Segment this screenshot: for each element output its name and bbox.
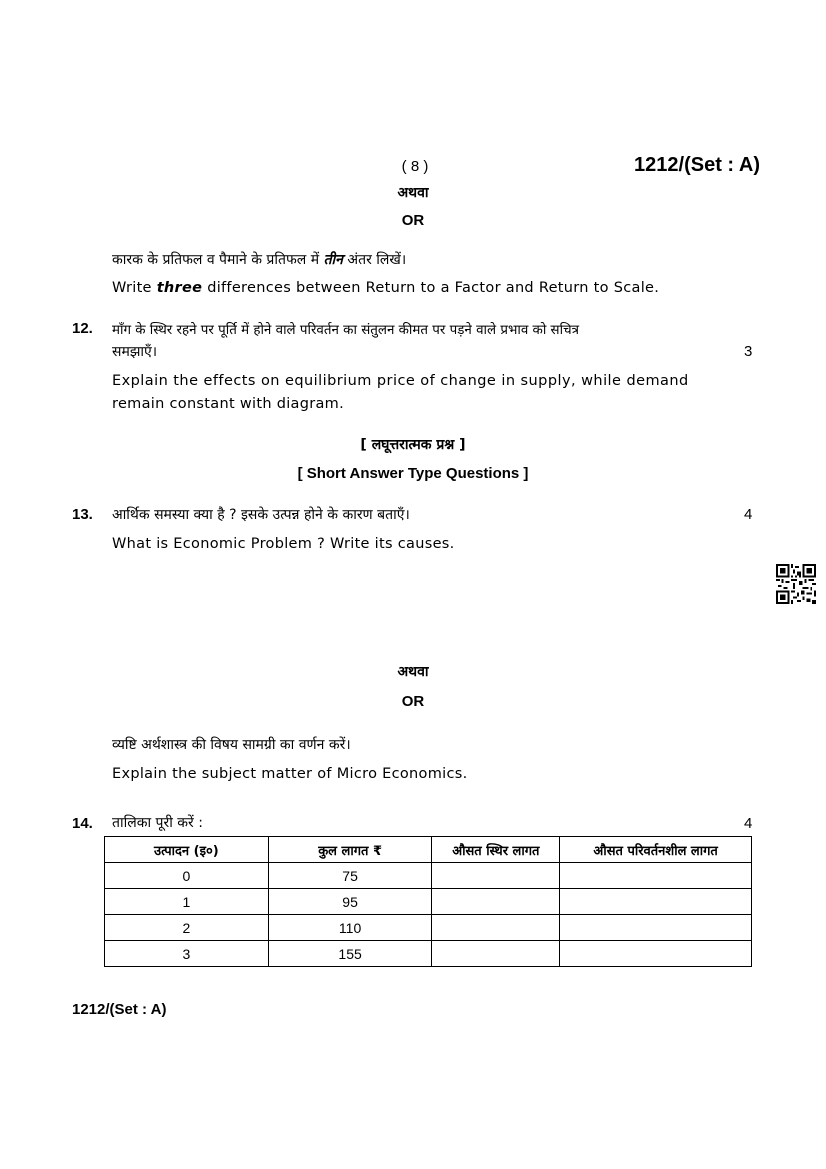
section-heading-hindi: [ लघूत्तरात्मक प्रश्न ] (360, 437, 466, 453)
cell-avc (560, 915, 752, 941)
q13-english: What is Economic Problem ? Write its causes. (112, 536, 455, 552)
athva-label: अथवा (397, 185, 429, 201)
cell-total-cost: 75 (268, 863, 432, 889)
q11-hindi-emphasis: तीन (323, 252, 343, 268)
q11-alt-hindi (112, 250, 752, 269)
cell-avc (560, 863, 752, 889)
cost-table (104, 836, 752, 967)
section-heading-english: [ Short Answer Type Questions ] (297, 465, 529, 482)
footer-paper-code: 1212/(Set : A) (72, 1001, 167, 1018)
cell-avc (560, 889, 752, 915)
col-header-afc: औसत स्थिर लागत (432, 837, 560, 863)
cell-total-cost: 155 (268, 941, 432, 967)
q13-alt-english: Explain the subject matter of Micro Economics. (112, 766, 468, 782)
q11-eng-emphasis: three (156, 280, 203, 296)
athva-label-2: अथवा (397, 664, 429, 680)
or-label: OR (401, 212, 425, 229)
q12-marks: 3 (744, 343, 753, 360)
q11-alt-english (112, 280, 752, 296)
cell-total-cost: 95 (268, 889, 432, 915)
q12-number: 12. (72, 320, 93, 337)
paper-code: 1212/(Set : A) (634, 154, 760, 176)
q13-marks: 4 (744, 506, 753, 523)
q12-hindi-line2: समझाएँ। (112, 344, 158, 360)
cell-total-cost: 110 (268, 915, 432, 941)
cell-output: 1 (105, 889, 269, 915)
table-row (105, 863, 752, 889)
cell-afc (432, 889, 560, 915)
q13-alt-hindi: व्यष्टि अर्थशास्त्र की विषय सामग्री का वर्णन करें। (112, 737, 351, 753)
cell-output: 3 (105, 941, 269, 967)
cell-output: 2 (105, 915, 269, 941)
q14-hindi: तालिका पूरी करें : (112, 815, 203, 831)
qr-code-icon (776, 564, 816, 608)
cell-afc (432, 915, 560, 941)
cell-avc (560, 941, 752, 967)
q12-hindi-line1: माँग के स्थिर रहने पर पूर्ति में होने वाले परिवर्तन का संतुलन कीमत पर पड़ने वाले प्रभाव को सचित्र (112, 323, 579, 338)
table-row (105, 889, 752, 915)
q13-number: 13. (72, 506, 93, 523)
col-header-output: उत्पादन (इ०) (105, 837, 269, 863)
q12-english-line1: Explain the effects on equilibrium price of change in supply, while demand (112, 373, 689, 389)
table-row (105, 915, 752, 941)
cell-afc (432, 941, 560, 967)
table-row (105, 941, 752, 967)
page-number: ( 8 ) (401, 158, 429, 175)
q12-english-line2: remain constant with diagram. (112, 396, 345, 412)
q11-hindi-pre: कारक के प्रतिफल व पैमाने के प्रतिफल में (112, 252, 324, 268)
q13-hindi: आर्थिक समस्या क्या है ? इसके उत्पन्न होने के कारण बताएँ। (112, 507, 410, 523)
cell-output: 0 (105, 863, 269, 889)
q14-marks: 4 (744, 815, 753, 832)
col-header-total-cost: कुल लागत ₹ (268, 837, 432, 863)
q14-number: 14. (72, 815, 93, 832)
q11-hindi-post: अंतर लिखें। (342, 252, 407, 268)
q11-eng-post: differences between Return to a Factor and Return to Scale. (202, 280, 660, 296)
cell-afc (432, 863, 560, 889)
col-header-avc: औसत परिवर्तनशील लागत (560, 837, 752, 863)
table-header-row (105, 837, 752, 863)
q11-eng-pre: Write (112, 280, 157, 296)
or-label-2: OR (401, 693, 425, 710)
